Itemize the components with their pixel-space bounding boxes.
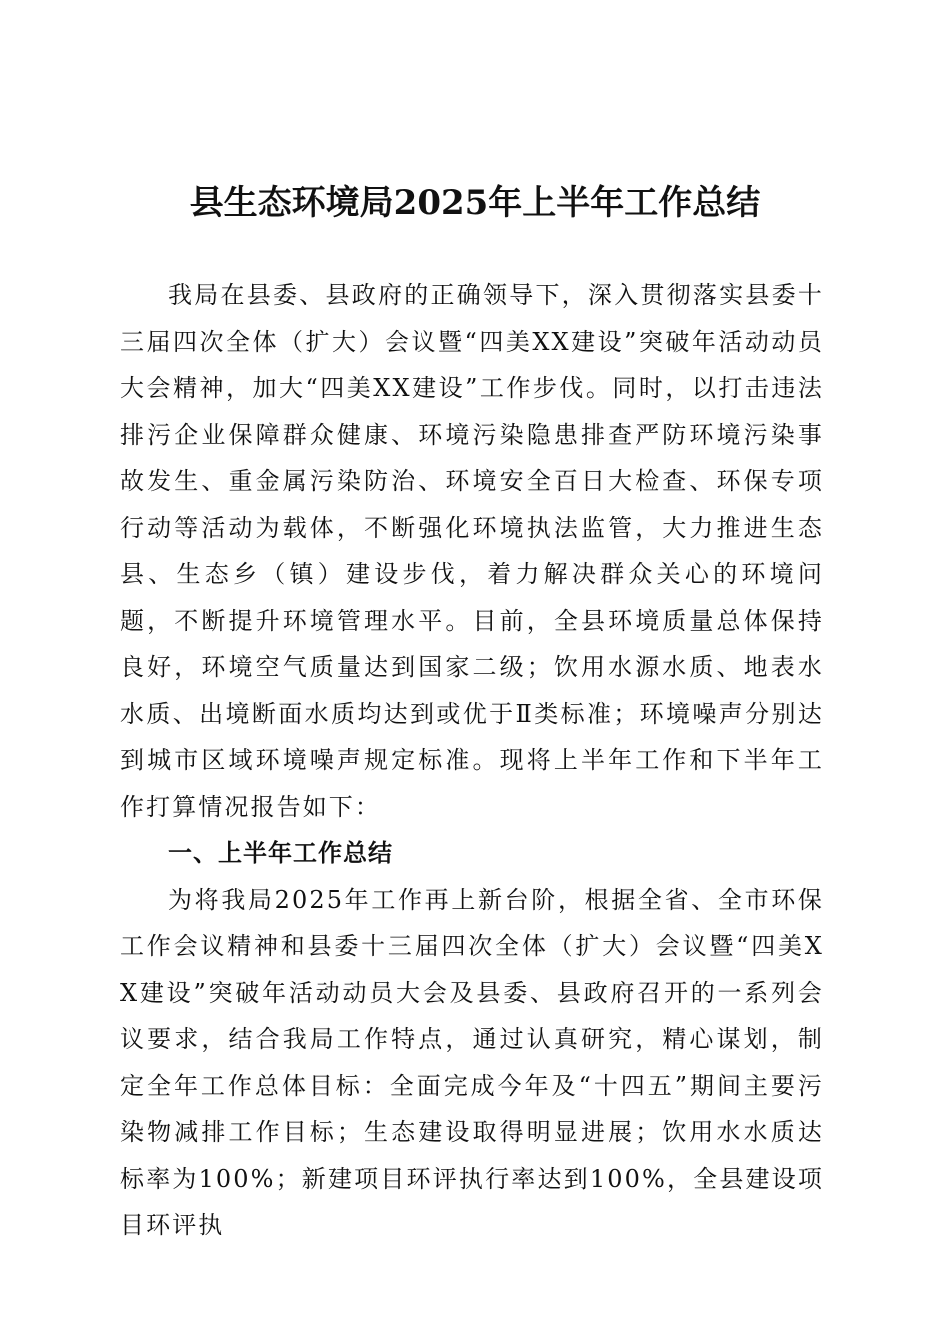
document-body [120, 272, 824, 1249]
section-paragraph: 为将我局2025年工作再上新台阶，根据全省、全市环保工作会议精神和县委十三届四次全体（扩大）会议暨“四美XX建设”突破年活动动员大会及县委、县政府召开的一系列会议要求，结合我局工作特点，通过认真研究，精心谋划，制定全年工作总体目标：全面完成今年及“十四五”期间主要污染物减排工作目标；生态建设取得明显进展；饮用水水质达标率为100%；新建项目环评执行率达到100%，全县建设项目环评执 [120, 885, 824, 1239]
section-heading: 一、上半年工作总结 [168, 839, 393, 867]
document-title: 县生态环境局2025年上半年工作总结 [189, 183, 761, 223]
intro-paragraph: 我局在县委、县政府的正确领导下，深入贯彻落实县委十三届四次全体（扩大）会议暨“四美XX建设”突破年活动动员大会精神，加大“四美XX建设”工作步伐。同时，以打击违法排污企业保障群众健康、环境污染隐患排查严防环境污染事故发生、重金属污染防治、环境安全百日大检查、环保专项行动等活动为载体，不断强化环境执法监管，大力推进生态县、生态乡（镇）建设步伐，着力解决群众关心的环境问题，不断提升环境管理水平。目前，全县环境质量总体保持良好，环境空气质量达到国家二级；饮用水源水质、地表水水质、出境断面水质均达到或优于Ⅱ类标准；环境噪声分别达到城市区域环境噪声规定标准。现将上半年工作和下半年工作打算情况报告如下： [120, 281, 824, 821]
